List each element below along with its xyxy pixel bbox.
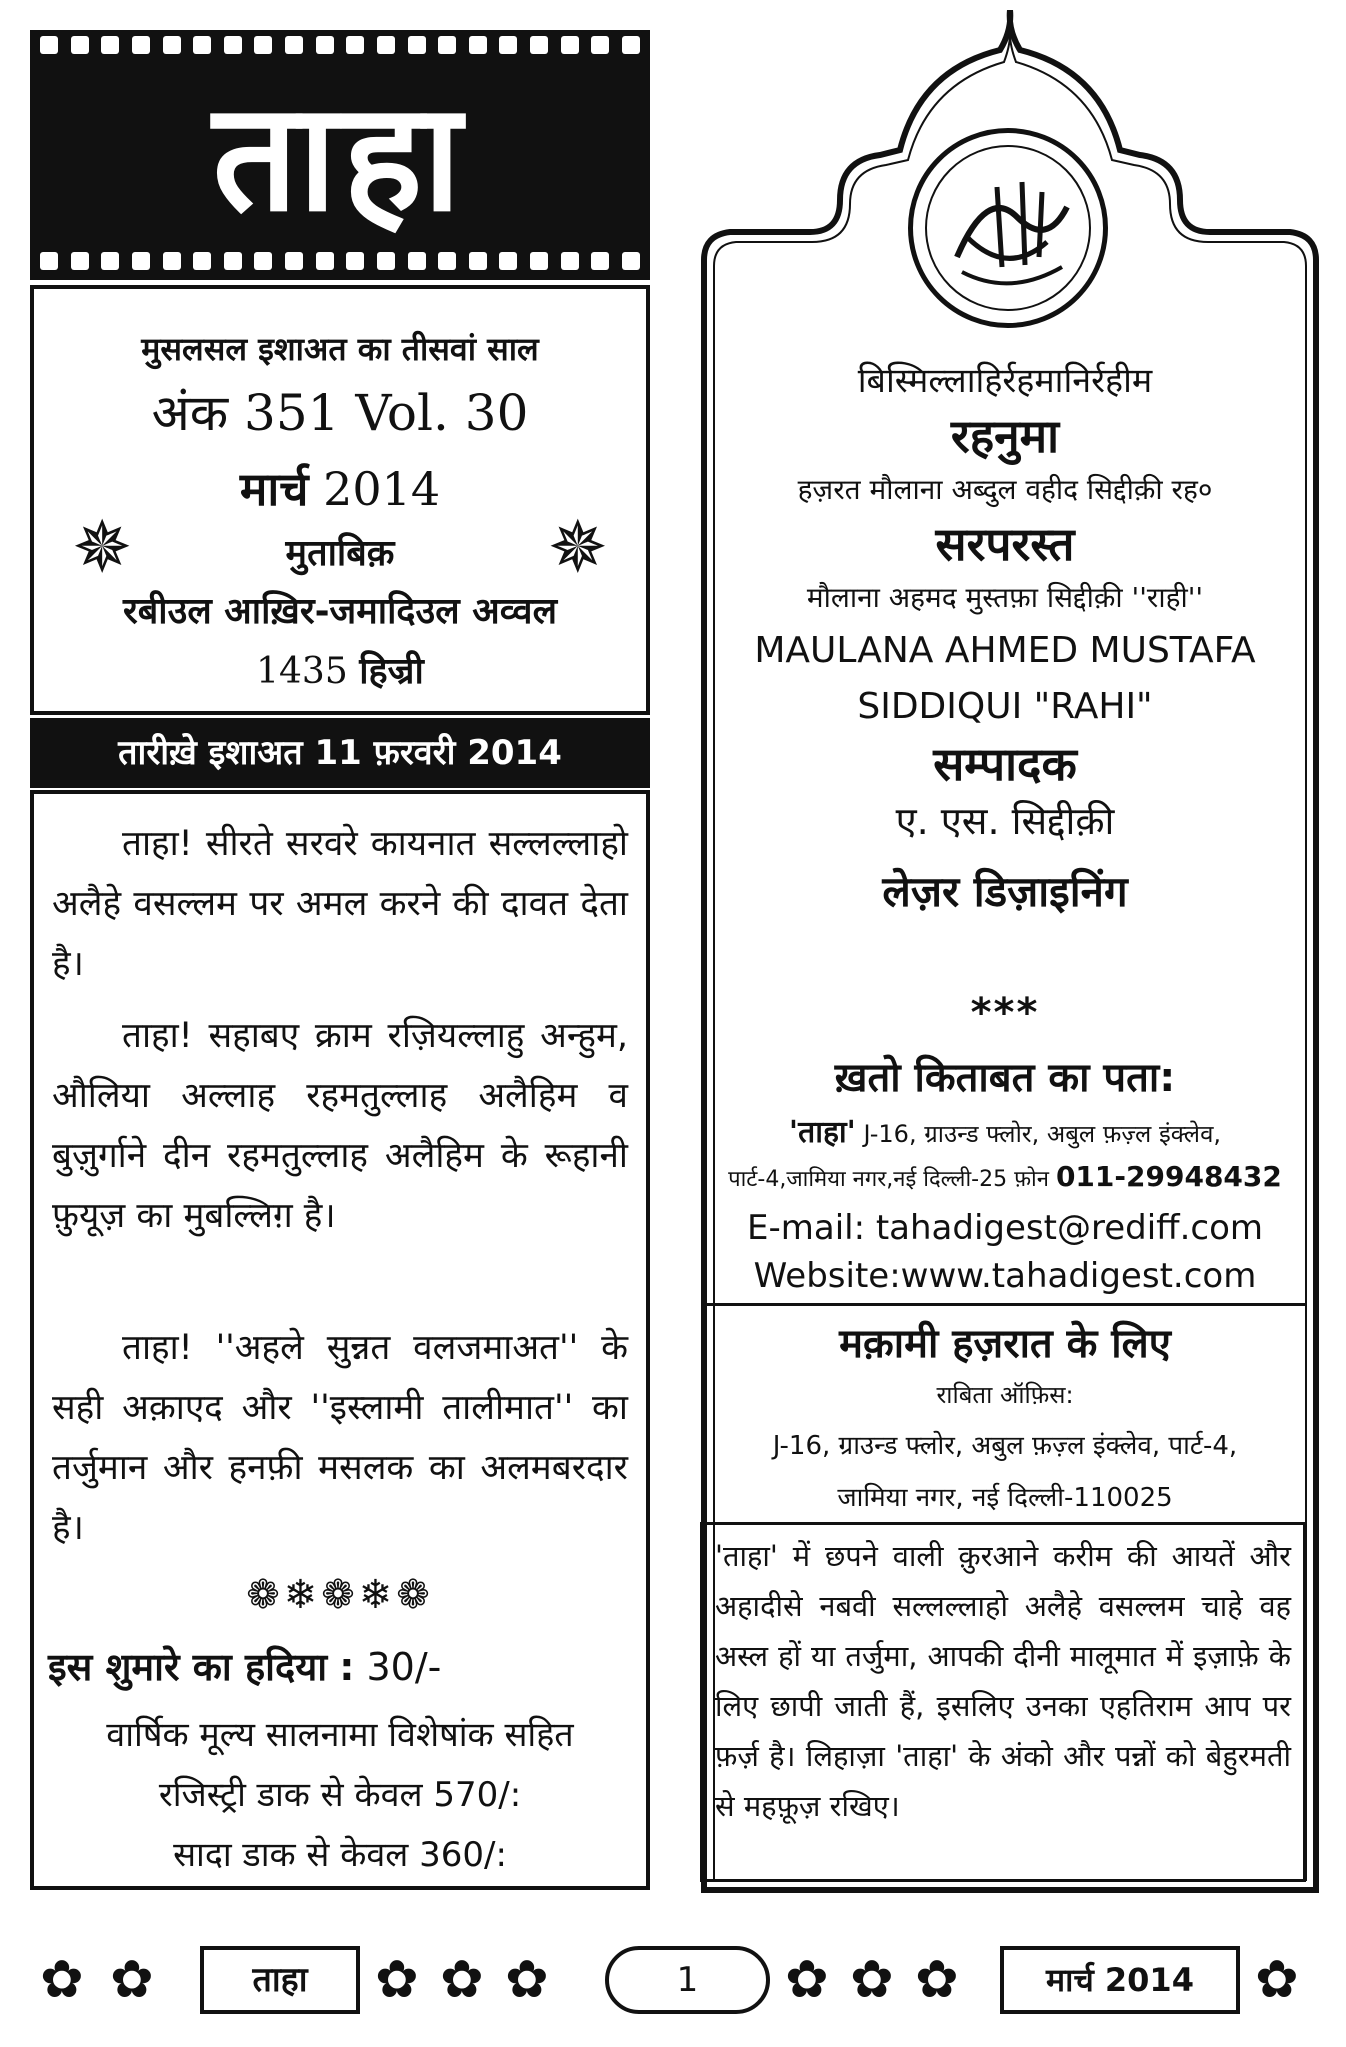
masthead-title: ताहा (212, 71, 468, 245)
ordinary-post-price: सादा डाक से केवल 360/: (173, 1835, 507, 1875)
issue-number: अंक 351 Vol. 30 (151, 384, 529, 442)
sampadak-name: ए. एस. सिद्दीक़ी (895, 799, 1115, 843)
sarparast-name-english-line-1: MAULANA AHMED MUSTAFA (754, 630, 1256, 671)
local-title: मक़ामी हज़रात के लिए (839, 1321, 1171, 1367)
website-text: Website:www.tahadigest.com (753, 1256, 1257, 1296)
issue-info-box (30, 285, 650, 715)
footer-title-box: ताहा (200, 1946, 360, 2014)
rahnuma-name: हज़रत मौलाना अब्दुल वहीद सिद्दीक़ी रह० (797, 473, 1213, 506)
month-word: मार्च (239, 462, 309, 516)
flower-ornament-icon: ✿ (1255, 1950, 1299, 2010)
price-value: 30/- (366, 1645, 442, 1689)
sarparast-label: सरपरस्त (935, 517, 1075, 571)
flower-ornament-icon: ✿ (850, 1950, 894, 2010)
address-name: 'ताहा' (788, 1115, 856, 1150)
address-title: ख़तो किताबत का पता: (834, 1055, 1176, 1101)
publish-date-bar: तारीख़े इशाअत 11 फ़रवरी 2014 (30, 718, 650, 788)
star-ornament-left-icon: ✵ (72, 505, 133, 589)
hijri-year (34, 645, 646, 694)
flower-ornament-icon: ✿ (505, 1950, 549, 2010)
registered-post-price: रजिस्ट्री डाक से केवल 570/: (158, 1775, 522, 1815)
bismillah-text: बिस्मिल्लाहिर्रहमानिर्रहीम (857, 361, 1153, 401)
mission-paragraph-3: ताहा! ''अहले सुन्नत वलजमाअत'' के सही अक़ाएद और ''इस्लामी तालीमात'' का तर्जुमान और हनफ़ी मसलक का अलमबरदार है। (52, 1328, 628, 1548)
star-ornament-right-icon: ✵ (547, 505, 608, 589)
film-strip-bottom (40, 252, 640, 274)
month-year: 2014 (323, 462, 441, 516)
flower-ornament-icon: ✿ (375, 1950, 419, 2010)
office-address-line-2: जामिया नगर, नई दिल्ली-110025 (837, 1483, 1173, 1513)
address-street: J-16, ग्राउन्ड फ्लोर, अबुल फ़ज़्ल इंक्लेव, (863, 1120, 1222, 1148)
annual-price-label: वार्षिक मूल्य सालनामा विशेषांक सहित (106, 1715, 574, 1755)
flower-ornament-icon: ✿ (110, 1950, 154, 2010)
calligraphy-seal-icon (908, 128, 1108, 328)
address-line-2 (700, 1160, 1310, 1193)
mission-paragraph-1: ताहा! सीरते सरवरे कायनात सल्लल्लाहो अलैहे वसल्लम पर अमल करने की दावत देता है। (52, 824, 628, 984)
phone-number: 011-29948432 (1055, 1160, 1282, 1193)
ornament-divider-icon: ❁❄❁❄❁ (246, 1572, 434, 1618)
respect-notice-text: 'ताहा' में छपने वाली क़ुरआने करीम की आयतें और अहादीसे नबवी सल्लल्लाहो अलैहे वसल्लम चाहे वह अस्ल हों या तर्जुमा, आपकी दीनी मालूमात में इज़ाफ़े के लिए छापी जाती हैं, इसलिए उनका एहतिराम आप पर फ़र्ज़ है। लिहाज़ा 'ताहा' के अंको और पन्नों को बेहुरमती से महफ़ूज़ रखिए। (715, 1539, 1291, 1823)
price-label: इस शुमारे का हदिया (48, 1645, 328, 1689)
mutabiq-label: मुताबिक़ (285, 533, 395, 574)
office-label: राबिता ऑफ़िस: (936, 1381, 1074, 1409)
address-line-1 (700, 1110, 1310, 1151)
price-separator: : (339, 1645, 355, 1689)
mission-box (30, 790, 650, 1890)
hijri-year-number: 1435 (256, 651, 348, 692)
sampadak-label: सम्पादक (933, 737, 1077, 791)
page-number: 1 (605, 1946, 770, 2014)
calligraphy-strokes-icon (927, 147, 1093, 313)
sarparast-name-english-line-2: SIDDIQUI "RAHI" (857, 686, 1153, 727)
office-address-line-1: J-16, ग्राउन्ड फ्लोर, अबुल फ़ज़्ल इंक्लेव, पार्ट-4, (772, 1431, 1238, 1461)
footer-date-box: मार्च 2014 (1000, 1946, 1240, 2014)
film-strip-top (40, 36, 640, 58)
page-footer (40, 1930, 1330, 2030)
year-line: मुसलसल इशाअत का तीसवां साल (141, 330, 539, 368)
section-divider (706, 1303, 1306, 1306)
laser-designing-label: लेज़र डिज़ाइनिंग (882, 867, 1128, 916)
flower-ornament-icon: ✿ (915, 1950, 959, 2010)
sarparast-name: मौलाना अहमद मुस्तफ़ा सिद्दीक़ी ''राही'' (806, 581, 1204, 614)
rahnuma-label: रहनुमा (950, 409, 1060, 463)
mission-paragraph-2: ताहा! सहाबए क्राम रज़ियल्लाहु अन्हुम, औलिया अल्लाह रहमतुल्लाह अलैहिम व बुज़ुर्गाने दीन रहमतुल्लाह अलैहिम के रूहानी फ़ुयूज़ का मुबल्लिग़ है। (52, 1016, 628, 1236)
masthead-banner (30, 30, 650, 280)
hijri-months: रबीउल आख़िर-जमादिउल अव्वल (123, 591, 557, 632)
stars-divider-icon: *** (970, 990, 1040, 1036)
price-line (48, 1640, 632, 1692)
flower-ornament-icon: ✿ (40, 1950, 84, 2010)
address-city: पार्ट-4,जामिया नगर,नई दिल्ली-25 फ़ोन (728, 1167, 1049, 1192)
flower-ornament-icon: ✿ (785, 1950, 829, 2010)
email-text: E-mail: tahadigest@rediff.com (746, 1208, 1263, 1248)
respect-notice-box (700, 1522, 1306, 1882)
hijri-word: हिज्री (359, 651, 424, 692)
flower-ornament-icon: ✿ (440, 1950, 484, 2010)
